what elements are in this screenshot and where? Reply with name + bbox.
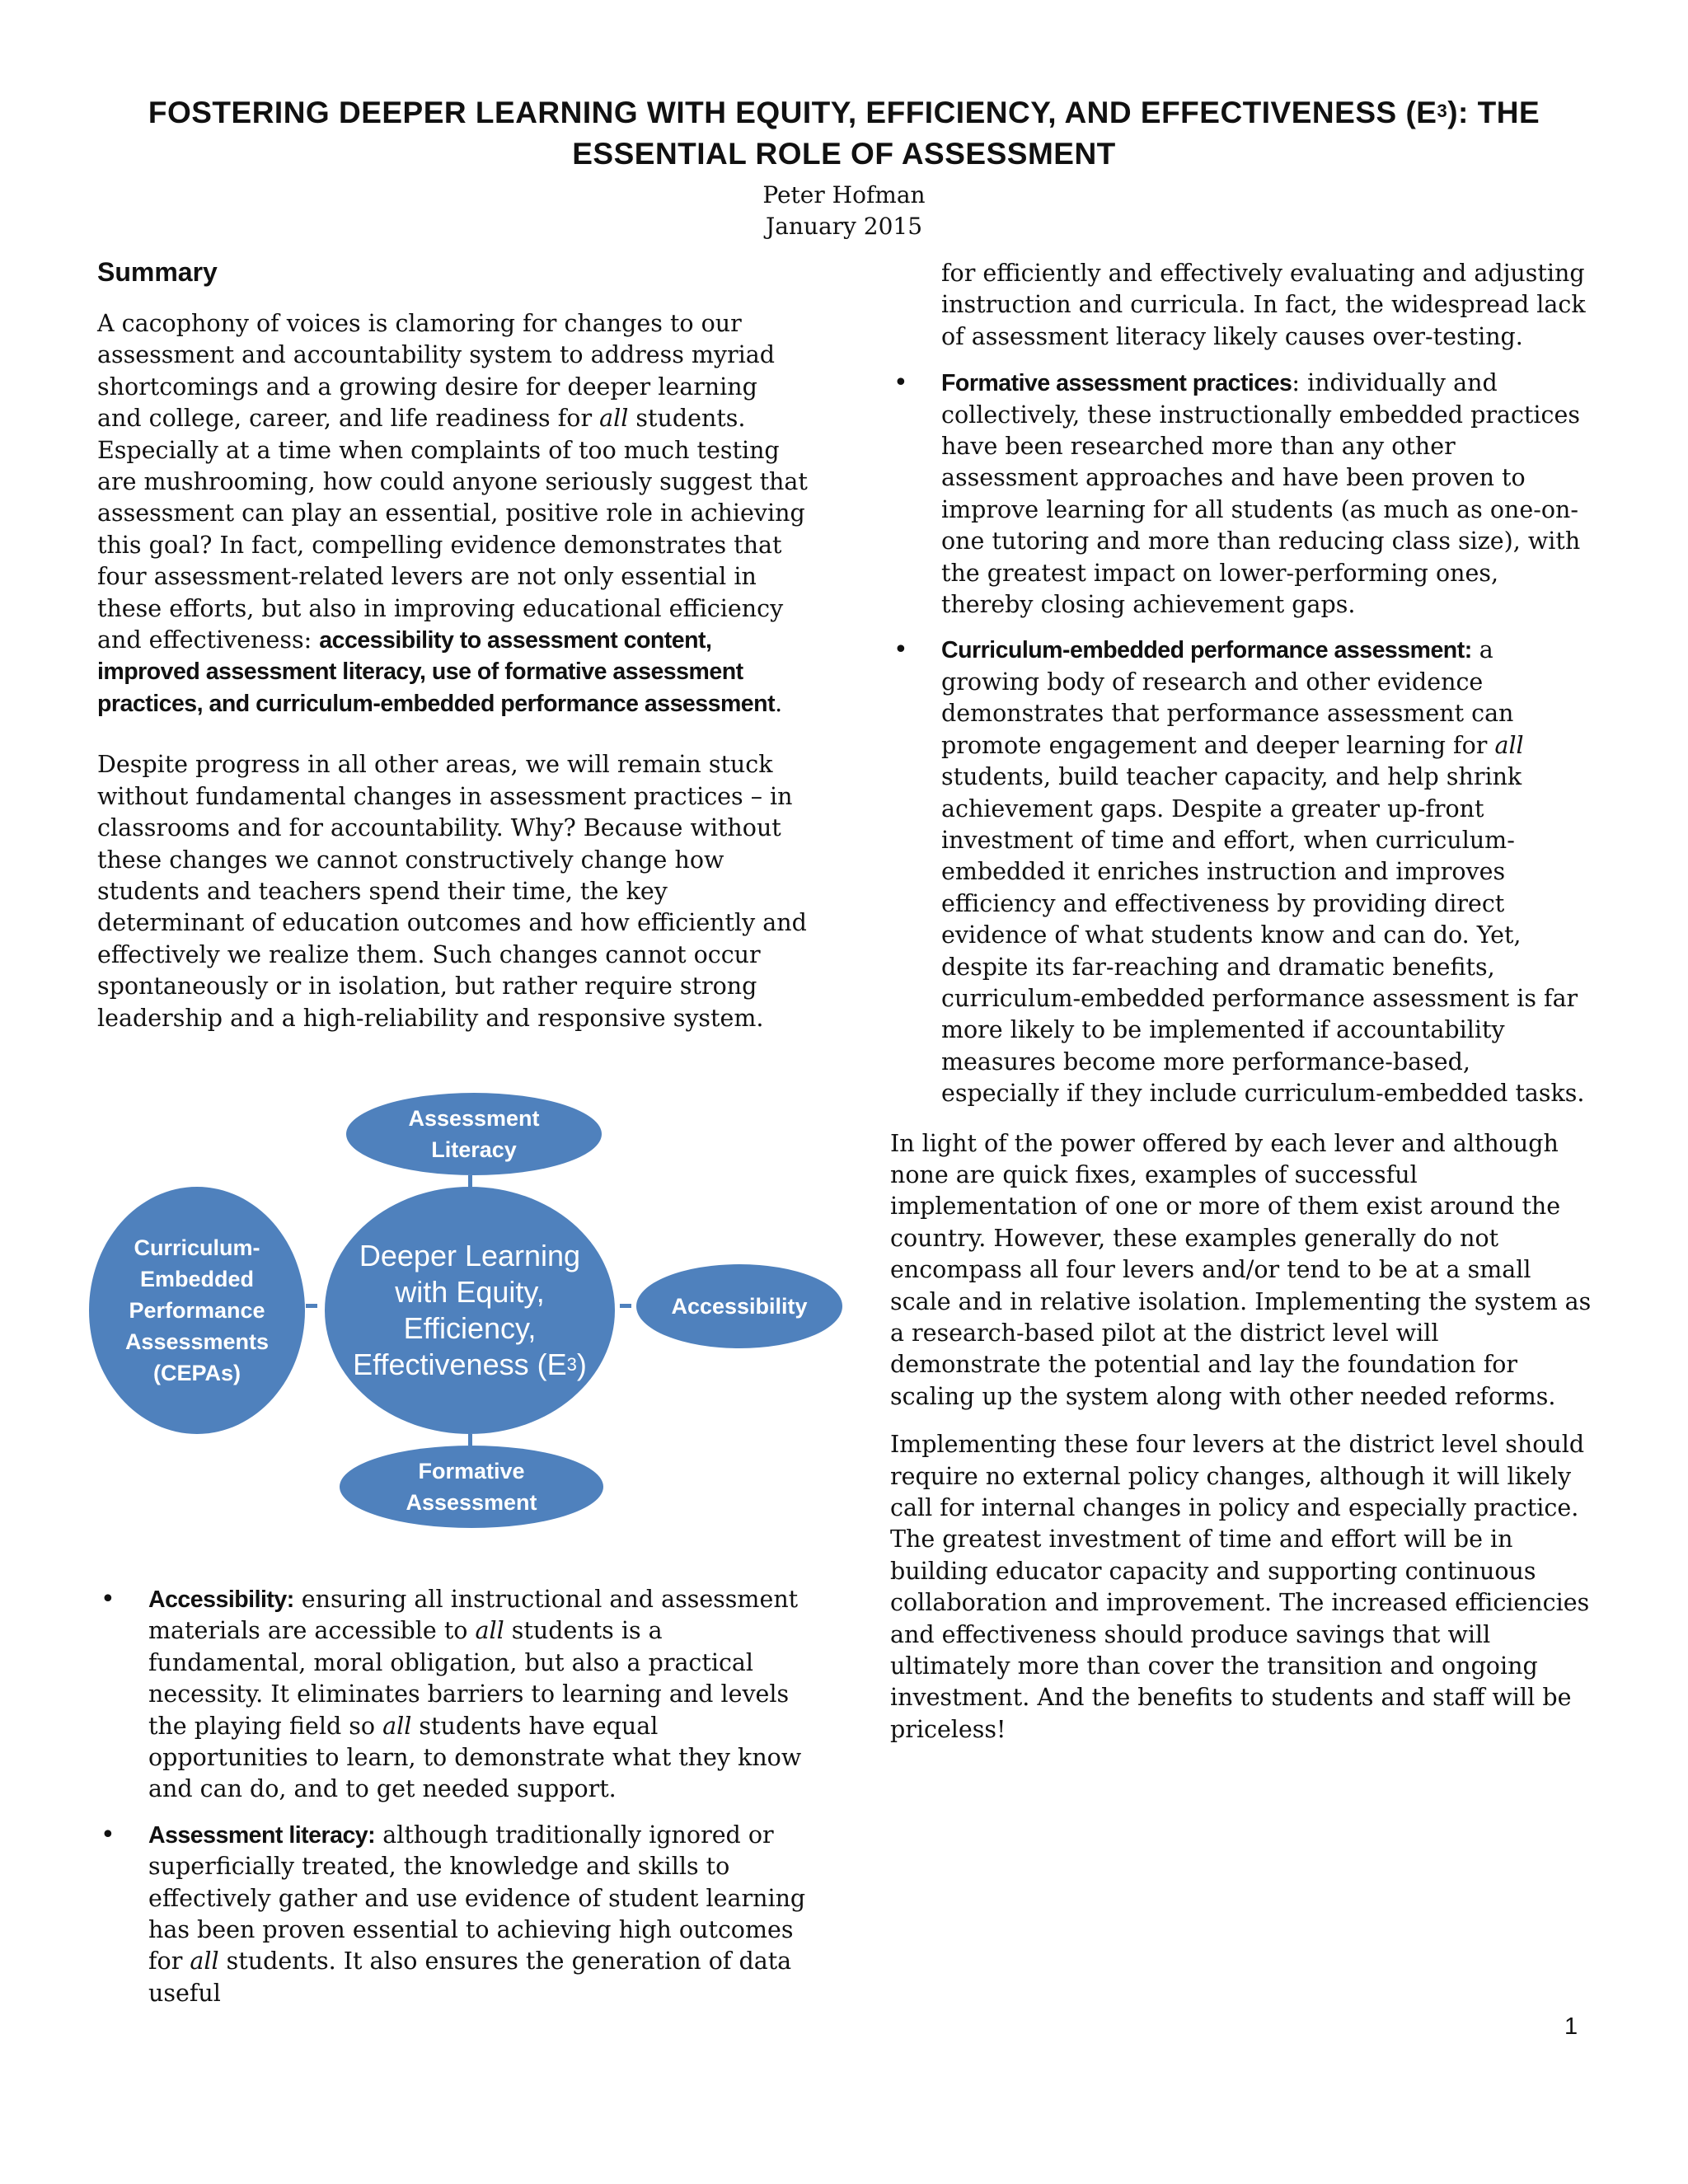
connector-left xyxy=(306,1304,317,1308)
assessment-literacy-continued: for efficiently and effectively evaluating and adjusting instruction and curricula. In fact, the widespread lack of assessment literacy likely causes over-testing. xyxy=(941,260,1586,350)
node-label: Assessment Literacy xyxy=(408,1106,540,1162)
title-line-1: FOSTERING DEEPER LEARNING WITH EQUITY, EFFICIENCY, AND EFFECTIVENESS (E xyxy=(148,96,1437,129)
formative-assessment-node xyxy=(340,1446,603,1528)
center-node-label xyxy=(350,1238,589,1383)
author: Peter Hofman xyxy=(762,181,926,209)
superscript: 3 xyxy=(566,1354,577,1375)
bullet-lead: Assessment literacy: xyxy=(148,1821,376,1849)
text-run: ensuring all instructional and assessment materials are accessible to xyxy=(148,1586,799,1645)
summary-body xyxy=(97,308,808,1034)
text-run: a growing body of research and other evidence demonstrates that performance assessment can promote engagement and deeper learning for xyxy=(941,636,1514,759)
emphasis: all xyxy=(190,1947,219,1975)
text-run: . xyxy=(775,689,783,717)
emphasis: all xyxy=(599,405,629,433)
date: January 2015 xyxy=(765,213,923,240)
bold-text-run: accessibility to assessment content, improved assessment literacy, use of formative assessment practices, and curriculum-embedded performance assessment xyxy=(97,627,776,717)
bullet-assessment-literacy xyxy=(97,1820,808,2009)
accessibility-node xyxy=(636,1264,842,1348)
node-label: Curriculum-Embedded Performance Assessments (CEPAs) xyxy=(124,1235,270,1385)
right-column xyxy=(890,258,1592,1746)
emphasis: all xyxy=(1494,731,1524,759)
summary-heading: Summary xyxy=(97,257,218,287)
title-line-2: ESSENTIAL ROLE OF ASSESSMENT xyxy=(572,137,1116,171)
document-title xyxy=(82,92,1606,175)
bullet-formative-assessment xyxy=(890,368,1592,621)
text-run: students have equal opportunities to learn, to demonstrate what they know and can do, and to get needed support. xyxy=(148,1712,802,1803)
node-label: Formative Assessment xyxy=(406,1459,537,1515)
connector-top xyxy=(468,1175,472,1187)
bullet-lead: Accessibility: xyxy=(148,1586,294,1613)
text-run: A cacophony of voices is clamoring for changes to our assessment and accountability system to address myriad shortcomings and a growing desire for deeper learning and college, career, and life readiness for xyxy=(97,310,776,433)
cepa-node xyxy=(89,1187,305,1434)
bullet-cepa xyxy=(890,635,1592,1109)
assessment-literacy-node xyxy=(346,1093,602,1175)
text-run: : individually and collectively, these instructionally embedded practices have been researched more than any other assessment approaches and have been proven to improve learning for all students (as much as one-on-one tutoring and more than reducing class size), with the greatest impact on lower-performing ones, thereby closing achievement gaps. xyxy=(941,369,1581,619)
deeper-learning-center-node xyxy=(325,1187,615,1434)
node-label: Accessibility xyxy=(671,1294,808,1319)
title-superscript: 3 xyxy=(1437,101,1448,121)
bullet-lead: Formative assessment practices xyxy=(941,370,1292,397)
bullet-accessibility xyxy=(97,1584,808,1806)
text-run: Deeper Learning with Equity, Efficiency, Effectiveness (E xyxy=(353,1239,581,1381)
text-run: students, build teacher capacity, and help shrink achievement gaps. Despite a greater up-front investment of time and effort, when curriculum-embedded it enriches instruction and improves efficiency and effectiveness by providing direct evidence of what students know and can do. Yet, despite its far-reaching and dramatic benefits, curriculum-embedded performance assessment is far more likely to be implemented if accountability measures become more performance-based, especially if they include curriculum-embedded tasks. xyxy=(941,763,1585,1108)
text-run: students. It also ensures the generation of data useful xyxy=(148,1947,792,2007)
text-run: students is a fundamental, moral obligation, but also a practical necessity. It eliminates barriers to learning and levels the playing field so xyxy=(148,1617,790,1740)
page-number: 1 xyxy=(1564,2013,1578,2040)
emphasis: all xyxy=(382,1712,412,1740)
text-run: ) xyxy=(576,1347,587,1381)
summary-paragraph-1 xyxy=(97,308,808,719)
text-run: although traditionally ignored or superficially treated, the knowledge and skills to effectively gather and use evidence of student learning has been proven essential to achieving high outcomes for xyxy=(148,1821,806,1975)
emphasis: all xyxy=(475,1617,504,1645)
connector-right xyxy=(620,1304,631,1308)
paragraph-implementing: Implementing these four levers at the district level should require no external policy changes, although it will likely call for internal changes in policy and especially practice. The greatest investment of time and effort will be in building educator capacity and supporting continuous collaboration and improvement. The increased efficiencies and effectiveness should produce savings that will ultimately more than cover the transition and ongoing investment. And the benefits to students and staff will be priceless! xyxy=(890,1431,1590,1743)
left-bullet-list xyxy=(97,1584,808,2023)
summary-paragraph-2: Despite progress in all other areas, we will remain stuck without fundamental changes in assessment practices – in classrooms and for accountability. Why? Because without these changes we cannot constructively change how students and teachers spend their time, the key determinant of education outcomes and how efficiently and effectively we realize them. Such changes cannot occur spontaneously or in isolation, but rather require strong leadership and a high-reliability and responsive system. xyxy=(97,751,807,1032)
bullet-lead: Curriculum-embedded performance assessment: xyxy=(941,637,1472,664)
title-line-1-tail: ): THE xyxy=(1447,96,1540,129)
text-run: students. Especially at a time when complaints of too much testing are mushrooming, how could anyone seriously suggest that assessment can play an essential, positive role in achieving this goal? In fact, compelling evidence demonstrates that four assessment-related levers are not only essential in these efforts, but also in improving educational efficiency and effectiveness: xyxy=(97,405,808,654)
paragraph-in-light: In light of the power offered by each lever and although none are quick fixes, examples of successful implementation of one or more of them exist around the country. However, these examples generally do not encompass all four levers and/or tend to be at a small scale and in relative isolation. Implementing the system as a research-based pilot at the district level will demonstrate the potential and lay the foundation for scaling up the system along with other needed reforms. xyxy=(890,1129,1592,1410)
connector-bottom xyxy=(468,1434,472,1446)
